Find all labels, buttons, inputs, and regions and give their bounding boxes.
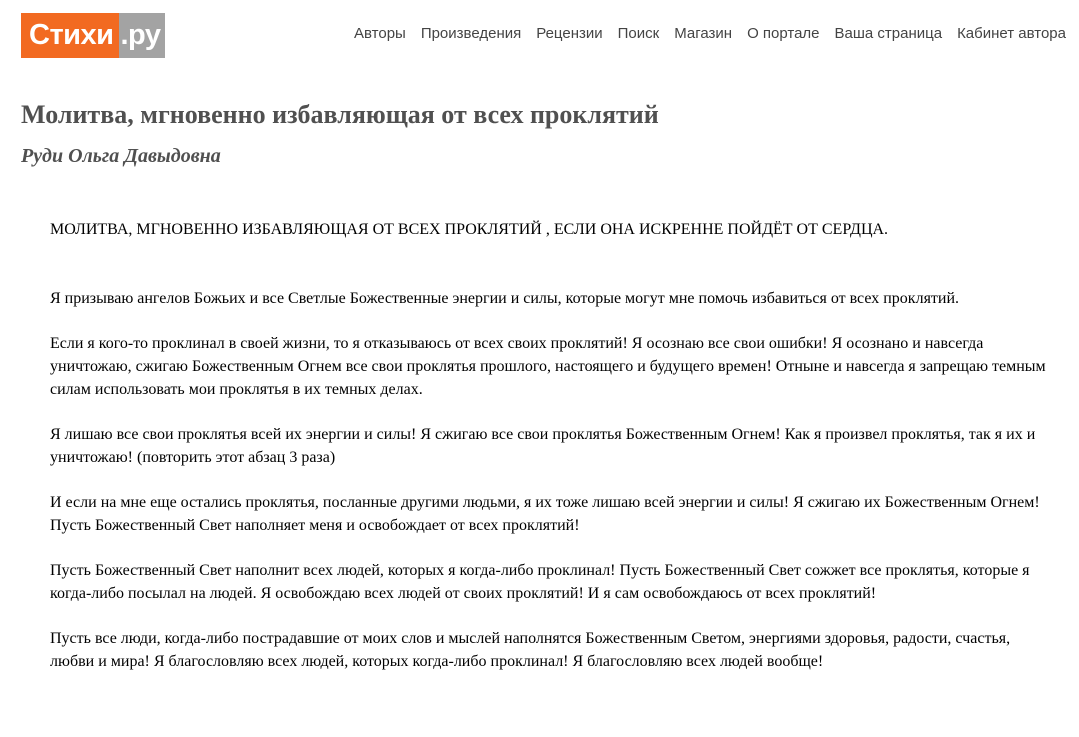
poem-paragraph: Я лишаю все свои проклятья всей их энергии и силы! Я сжигаю все свои проклятья Божественным Огнем! Как я произвел проклятья, так я их и уничтожаю! (повторить этот абзац 3 раза) xyxy=(50,426,1036,466)
nav-about[interactable]: О портале xyxy=(747,25,820,42)
poem-paragraph: И если на мне еще остались проклятья, посланные другими людьми, я их тоже лишаю всей энергии и силы! Я сжигаю их Божественным Огнем! Пусть Божественный Свет наполняет меня и освобождает от всех проклятий! xyxy=(50,494,1040,534)
site-logo[interactable] xyxy=(21,13,165,58)
logo-domain-text: .ру xyxy=(119,13,165,58)
nav-your-page[interactable]: Ваша страница xyxy=(834,25,943,42)
logo-main-text: Стихи xyxy=(21,13,119,58)
nav-works[interactable]: Произведения xyxy=(420,25,522,42)
nav-reviews[interactable]: Рецензии xyxy=(536,25,603,42)
poem-paragraph: Пусть все люди, когда-либо пострадавшие от моих слов и мыслей наполнятся Божественным Светом, энергиями здоровья, радости, счастья, любви и мира! Я благословляю всех людей, которых когда-либо проклинал! Я благословляю всех людей вообще! xyxy=(50,630,1011,670)
poem-paragraph: Я призываю ангелов Божьих и все Светлые Божественные энергии и силы, которые могут мне помочь избавиться от всех проклятий. xyxy=(50,290,960,307)
author-link[interactable]: Руди Ольга Давыдовна xyxy=(21,145,221,167)
poem-heading: МОЛИТВА, МГНОВЕННО ИЗБАВЛЯЮЩАЯ ОТ ВСЕХ ПРОКЛЯТИЙ , ЕСЛИ ОНА ИСКРЕННЕ ПОЙДЁТ ОТ СЕРДЦА. xyxy=(50,221,889,238)
poem-paragraph: Пусть Божественный Свет наполнит всех людей, которых я когда-либо проклинал! Пусть Божественный Свет сожжет все проклятья, которые я когда-либо посылал на людей. Я освобождаю всех людей от своих проклятий! И я сам освобождаюсь от всех проклятий! xyxy=(50,562,1030,602)
nav-authors[interactable]: Авторы xyxy=(354,25,406,42)
nav-shop[interactable]: Магазин xyxy=(674,25,733,42)
poem-text xyxy=(50,218,1050,695)
page-title: Молитва, мгновенно избавляющая от всех проклятий xyxy=(21,100,659,129)
nav-search[interactable]: Поиск xyxy=(617,25,660,42)
nav-author-cabinet[interactable]: Кабинет автора xyxy=(957,25,1066,42)
top-nav xyxy=(339,25,1066,42)
poem-paragraph: Если я кого-то проклинал в своей жизни, то я отказываюсь от всех своих проклятий! Я осознаю все свои ошибки! Я осознано и навсегда уничтожаю, сжигаю Божественным Огнем все свои проклятья прошлого, настоящего и будущего времен! Отныне и навсегда я запрещаю темным силам использовать мои проклятья в их темных делах. xyxy=(50,335,1046,398)
